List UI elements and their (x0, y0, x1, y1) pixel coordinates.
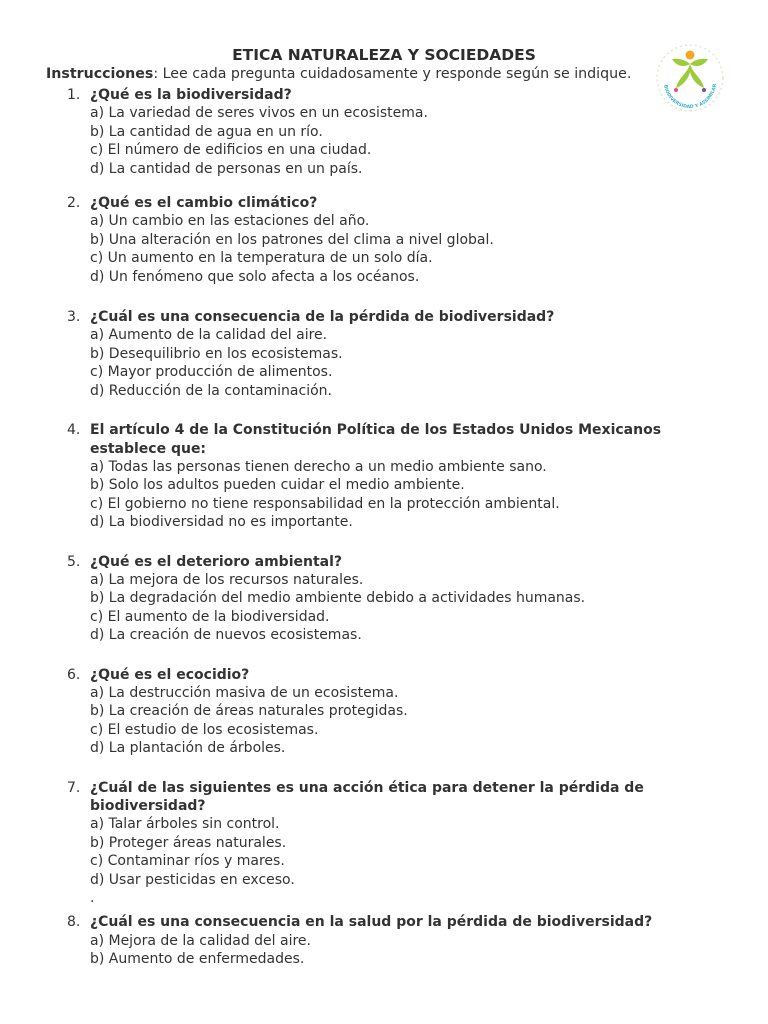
question-2 (0, 194, 730, 286)
question-4 (0, 421, 730, 531)
answer-option: c) Un aumento en la temperatura de un solo día. (90, 250, 433, 267)
question-text: ¿Cuál de las siguientes es una acción ética para detener la pérdida de biodiversidad? (90, 779, 644, 814)
question-text: ¿Qué es la biodiversidad? (90, 87, 292, 103)
question-number: 6. (67, 666, 81, 683)
question-number: 2. (67, 195, 81, 212)
answer-option: a) Talar árboles sin control. (90, 816, 280, 833)
answer-option: a) Aumento de la calidad del aire. (90, 327, 328, 344)
answer-option: c) Contaminar ríos y mares. (90, 853, 285, 870)
instructions (46, 66, 736, 82)
question-text: El artículo 4 de la Constitución Política de los Estados Unidos Mexicanos establece que: (90, 422, 662, 457)
answer-option: b) La creación de áreas naturales protegidas. (90, 703, 408, 720)
question-1 (0, 86, 730, 178)
document-title: ETICA NATURALEZA Y SOCIEDADES (232, 46, 536, 64)
answer-option: c) El gobierno no tiene responsabilidad en la protección ambiental. (90, 495, 560, 512)
logo-text: BIODIVERSIDAD Y ASSIMILAR (662, 83, 718, 111)
answer-option: a) Un cambio en las estaciones del año. (90, 213, 370, 230)
question-3 (0, 308, 730, 400)
question-number: 8. (67, 914, 81, 931)
answer-option: b) Desequilibrio en los ecosistemas. (90, 345, 343, 362)
answer-option: c) El estudio de los ecosistemas. (90, 721, 319, 738)
answer-option: d) Un fenómeno que solo afecta a los océanos. (90, 268, 420, 285)
answer-option: a) La destrucción masiva de un ecosistema. (90, 684, 399, 701)
answer-option: b) La cantidad de agua en un río. (90, 123, 323, 140)
answer-option: d) La creación de nuevos ecosistemas. (90, 627, 362, 644)
answer-option: a) La variedad de seres vivos en un ecosistema. (90, 105, 428, 122)
answer-option: b) Solo los adultos pueden cuidar el medio ambiente. (90, 477, 465, 494)
question-text: ¿Cuál es una consecuencia en la salud por la pérdida de biodiversidad? (90, 914, 653, 931)
answer-option: d) La cantidad de personas en un país. (90, 160, 363, 177)
answer-option: d) Reducción de la contaminación. (90, 382, 332, 399)
instructions-label: Instrucciones (46, 66, 154, 82)
instructions-text: : Lee cada pregunta cuidadosamente y responde según se indique. (153, 66, 632, 82)
question-number: 3. (67, 309, 81, 326)
answer-option: a) Mejora de la calidad del aire. (90, 932, 311, 949)
question-number: 7. (67, 779, 81, 796)
answer-option: b) Una alteración en los patrones del clima a nivel global. (90, 231, 494, 248)
question-list (0, 86, 768, 968)
answer-option: d) La plantación de árboles. (90, 740, 286, 757)
answer-option: b) La degradación del medio ambiente debido a actividades humanas. (90, 590, 586, 607)
trailing-dot: . (90, 890, 95, 907)
answer-option: c) El número de edificios en una ciudad. (90, 142, 372, 159)
question-number: 4. (67, 422, 81, 439)
answer-option: c) Mayor producción de alimentos. (90, 364, 333, 381)
question-8 (0, 913, 730, 968)
question-6 (0, 666, 730, 758)
answer-option: b) Aumento de enfermedades. (90, 951, 305, 968)
question-number: 5. (67, 553, 81, 570)
question-text: ¿Qué es el ecocidio? (90, 666, 250, 683)
question-text: ¿Qué es el cambio climático? (90, 195, 318, 212)
question-text: ¿Qué es el deterioro ambiental? (90, 553, 343, 570)
answer-option: d) Usar pesticidas en exceso. (90, 871, 295, 888)
question-text: ¿Cuál es una consecuencia de la pérdida de biodiversidad? (90, 309, 555, 326)
answer-option: c) El aumento de la biodiversidad. (90, 608, 330, 625)
answer-option: b) Proteger áreas naturales. (90, 834, 287, 851)
answer-option: a) Todas las personas tienen derecho a un medio ambiente sano. (90, 458, 547, 475)
question-number: 1. (67, 87, 81, 103)
answer-option: d) La biodiversidad no es importante. (90, 514, 353, 531)
question-7 (0, 779, 730, 908)
question-5 (0, 553, 730, 645)
answer-option: a) La mejora de los recursos naturales. (90, 571, 364, 588)
